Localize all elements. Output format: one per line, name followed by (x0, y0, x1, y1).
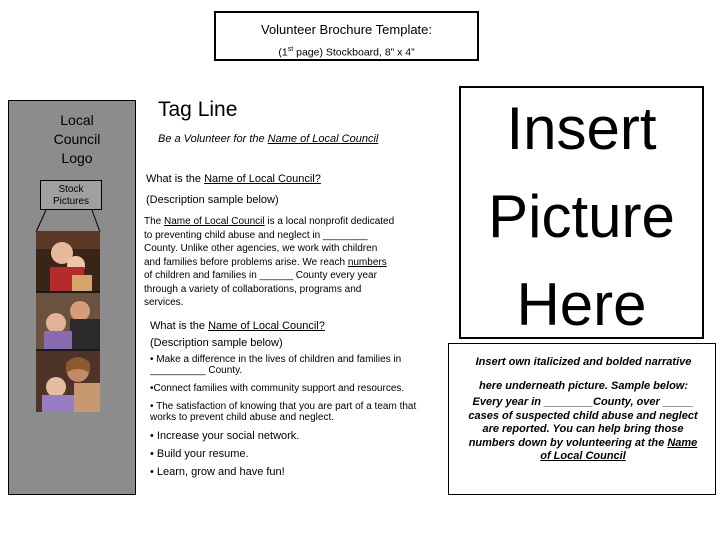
council-name-placeholder: Name of Local Council? (208, 320, 325, 332)
para-line (144, 215, 424, 229)
logo-line: Logo (61, 150, 93, 166)
narrative-sample (454, 396, 712, 464)
child-photo-2 (36, 293, 100, 349)
description-note-1: (Description sample below) (146, 194, 279, 206)
subtitle-rest: page) Stockboard, 8” x 4” (293, 46, 415, 59)
numbers-placeholder: numbers (347, 256, 387, 268)
subtitle-sup: st (287, 46, 294, 53)
council-name-placeholder: Name of Local Council (164, 216, 265, 227)
description-paragraph (144, 215, 424, 310)
benefit-item: • Increase your social network. (150, 430, 300, 442)
narrative-instructions (456, 350, 711, 398)
para-line: of children and families in ______ County every year (144, 270, 377, 281)
para-text: and families before problems arise. We reach (144, 256, 348, 268)
sample-text: numbers down by volunteering at the (468, 436, 668, 449)
stock-line: Pictures (52, 196, 90, 207)
sample-line (454, 450, 712, 464)
question-prefix: What is the (150, 320, 209, 332)
council-name-placeholder: Name (667, 436, 698, 449)
benefit-item: • The satisfaction of knowing that you are part of a team that works to prevent child abuse and neglect. (150, 401, 417, 423)
sample-line: cases of suspected child abuse and neglect (468, 409, 698, 422)
benefit-item: • Learn, grow and have fun! (150, 466, 285, 478)
sample-line: are reported. You can help bring those (482, 423, 684, 435)
para-line: to preventing child abuse and neglect in ________ (144, 229, 368, 241)
question-heading-1 (146, 173, 321, 185)
para-line: through a variety of collaborations, programs and (144, 283, 362, 295)
para-line: services. (144, 297, 184, 308)
document-title: Volunteer Brochure Template: (260, 22, 433, 37)
narrative-line: Insert own italicized and bolded narrative (475, 356, 692, 368)
insert-picture-placeholder (459, 86, 704, 339)
document-subtitle (216, 46, 477, 59)
tag-line-subtext (158, 133, 378, 145)
benefit-item: • Make a difference in the lives of children and families in __________ County. (150, 354, 402, 376)
picture-line: Insert (506, 95, 657, 162)
description-note-2: (Description sample below) (150, 337, 283, 349)
tag-line-heading: Tag Line (158, 98, 238, 121)
child-photo-3 (36, 351, 100, 412)
sample-line: Every year in ________County, over _____ (472, 396, 694, 408)
benefit-item: • Build your resume. (150, 448, 249, 460)
picture-line: Picture (488, 183, 675, 250)
para-text: is a local nonprofit dedicated (264, 216, 395, 227)
narrative-line: here underneath picture. Sample below: (478, 380, 689, 392)
benefit-item: •Connect families with community support and resources. (150, 383, 405, 394)
para-line (144, 256, 424, 270)
stock-pictures-label (40, 180, 102, 210)
subtitle-prefix: (1 (278, 46, 288, 59)
logo-line: Local (60, 112, 94, 128)
stock-photo-strip (36, 231, 100, 412)
council-name-placeholder: Name of Local Council? (204, 173, 321, 185)
logo-line: Council (53, 131, 101, 147)
council-name-placeholder: Name of Local Council (267, 133, 379, 145)
picture-line: Here (516, 271, 647, 338)
document-header-box (214, 11, 479, 61)
question-prefix: What is the (146, 173, 205, 185)
sample-line (454, 437, 712, 451)
local-council-logo-placeholder (36, 111, 118, 168)
question-heading-2 (150, 320, 325, 332)
council-name-placeholder: of Local Council (540, 450, 626, 462)
child-photo-1 (36, 231, 100, 291)
stock-line: Stock (58, 184, 84, 195)
tag-sub-prefix: Be a Volunteer for the (158, 133, 268, 145)
para-text: The (144, 216, 165, 227)
benefits-list (150, 354, 435, 484)
para-line: County. Unlike other agencies, we work with children (144, 243, 378, 254)
